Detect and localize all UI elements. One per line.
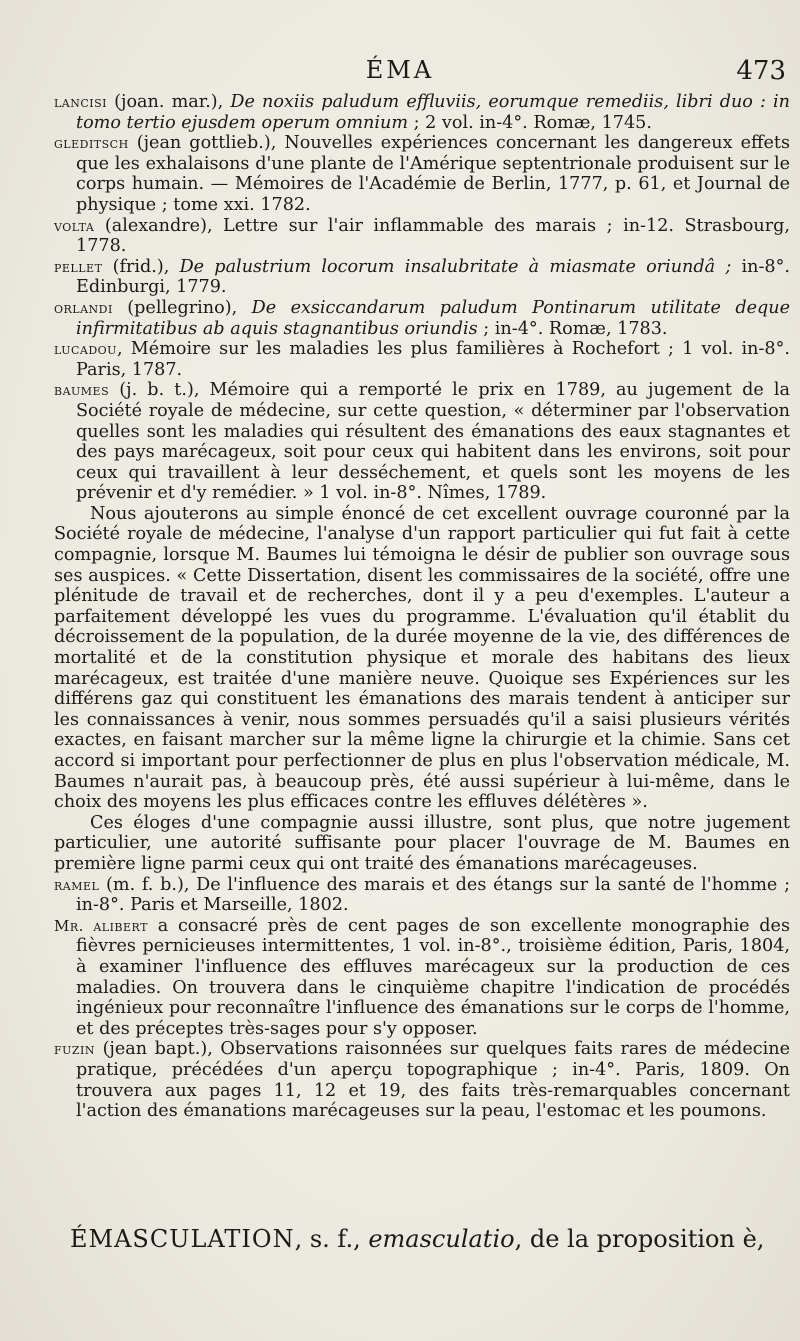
entry-author: Mr. alibert: [54, 916, 148, 935]
bibliography-entry-orlandi: [54, 298, 790, 339]
entry-author: ramel: [54, 875, 100, 894]
entry-author: lancisi: [54, 93, 108, 111]
headword-grammar: , s. f.,: [294, 1225, 369, 1253]
entry-text: (pellegrino),: [112, 297, 252, 318]
page-header: [0, 56, 800, 92]
entry-author: gleditsch: [54, 134, 129, 153]
entry-tail: in-8°. Edinburgi, 1779.: [76, 256, 790, 298]
body-text: [54, 92, 790, 1122]
bibliography-entry-lancisi: [54, 92, 790, 133]
entry-title: De noxiis paludum effluviis, eorumque remediis, libri duo : in tomo tertio ejusdem operum omnium: [76, 92, 790, 133]
entry-tail: ; 2 vol. in-4°. Romæ, 1745.: [408, 112, 652, 133]
running-title: ÉMA: [365, 56, 435, 84]
headword-etymology: , de la proposition è,: [514, 1225, 765, 1253]
entry-author: pellet: [54, 257, 103, 276]
entry-text: (m. f. b.), De l'influence des marais et des étangs sur la santé de l'homme ; in-8°. Paris et Marseille, 1802.: [76, 874, 790, 916]
entry-text: a consacré près de cent pages de son excellente monographie des fièvres pernicieuses intermittentes, 1 vol. in-8°., troisième édition, Paris, 1804, à examiner l'influence des effluves marécageux sur la production de ces maladies. On trouvera dans le cinquième chapitre l'indication de procédés ingénieux pour reconnaître l'influence des émanations sur le corps de l'homme, et des préceptes très-sages pour s'y opposer.: [76, 915, 790, 1039]
bibliography-entry-baumes: [54, 380, 790, 504]
entry-author: baumes: [54, 381, 110, 400]
entry-text: (j. b. t.), Mémoire qui a remporté le prix en 1789, au jugement de la Société royale de médecine, sur cette question, « déterminer par l'observation quelles sont les maladies qui résultent des émanations des eaux stagnantes et des pays marécageux, soit pour ceux qui habitent dans les environs, soit pour ceux qui travaillent à leur desséchement, et quels sont les moyens de les prévenir et d'y remédier. » 1 vol. in-8°. Nîmes, 1789.: [76, 380, 790, 504]
bibliography-entry-pellet: [54, 257, 790, 298]
page-number: 473: [736, 56, 786, 86]
bibliography-entry-ramel: [54, 875, 790, 916]
bibliography-entry-volta: [54, 216, 790, 257]
entry-tail: ; in-4°. Romæ, 1783.: [477, 318, 668, 339]
entry-author: volta: [54, 216, 95, 235]
commentary-paragraph: Nous ajouterons au simple énoncé de cet excellent ouvrage couronné par la Société royale de médecine, l'analyse d'un rapport particulier qui fut fait à cette compagnie, lorsque M. Baumes lui témoigna le désir de publier son ouvrage sous ses auspices. « Cette Dissertation, disent les commissaires de la société, offre une plénitude de travail et de recherches, dont il y a peu d'exemples. L'auteur a parfaitement développé les vues du programme. L'évaluation qu'il établit du décroissement de la population, de la durée moyenne de la vie, des différences de mortalité et de la constitution physique et morale des habitans des lieux marécageux, est traitée d'une manière neuve. Quoique ses Expériences sur les différens gaz qui constituent les émanations des marais tendent à anticiper sur les connaissances à venir, nous sommes persuadés qu'il a saisi plusieurs vérités exactes, en faisant marcher sur la même ligne la chirurgie et la chimie. Sans cet accord si important pour perfectionner de plus en plus l'observation médicale, M. Baumes n'aurait pas, à beaucoup près, été aussi supérieur à lui-même, dans le choix des moyens les plus efficaces contre les effluves délétères ».: [54, 503, 790, 813]
dictionary-headword: [70, 1225, 790, 1253]
entry-author: lucadou: [54, 340, 117, 359]
entry-author: fuzin: [54, 1040, 96, 1059]
entry-text: (frid.),: [102, 256, 180, 277]
headword-latin: emasculatio: [368, 1225, 515, 1253]
bibliography-entry-lucadou: [54, 339, 790, 380]
bibliography-entry-alibert: [54, 916, 790, 1040]
entry-text: , Mémoire sur les maladies les plus familières à Rochefort ; 1 vol. in-8°. Paris, 1787.: [76, 339, 790, 380]
bibliography-entry-fuzin: [54, 1039, 790, 1121]
entry-text: (jean bapt.), Observations raisonnées sur quelques faits rares de médecine pratique, précédées d'un aperçu topographique ; in-4°. Paris, 1809. On trouvera aux pages 11, 12 et 19, des faits très-remarquables concernant l'action des émanations marécageuses sur la peau, l'estomac et les poumons.: [76, 1039, 790, 1122]
entry-title: De exsiccandarum paludum Pontinarum utilitate deque infirmitatibus ab aquis stagnantibus oriundis: [76, 297, 790, 339]
bibliography-entry-gleditsch: [54, 133, 790, 215]
entry-text: (alexandre), Lettre sur l'air inflammable des marais ; in-12. Strasbourg, 1778.: [76, 215, 790, 257]
headword-term: ÉMASCULATION: [70, 1225, 295, 1253]
entry-text: (jean gottlieb.), Nouvelles expériences concernant les dangereux effets que les exhalaisons d'une plante de l'Amérique septentrionale produisent sur le corps humain. — Mémoires de l'Académie de Berlin, 1777, p. 61, et Journal de physique ; tome xxi. 1782.: [76, 133, 790, 215]
entry-author: orlandi: [54, 298, 113, 317]
entry-title: De palustrium locorum insalubritate à miasmate oriundâ ;: [179, 256, 732, 277]
commentary-paragraph: Ces éloges d'une compagnie aussi illustre, sont plus, que notre jugement particulier, une autorité suffisante pour placer l'ouvrage de M. Baumes en première ligne parmi ceux qui ont traité des émanations marécageuses.: [54, 812, 790, 874]
entry-text: (joan. mar.),: [107, 92, 231, 112]
